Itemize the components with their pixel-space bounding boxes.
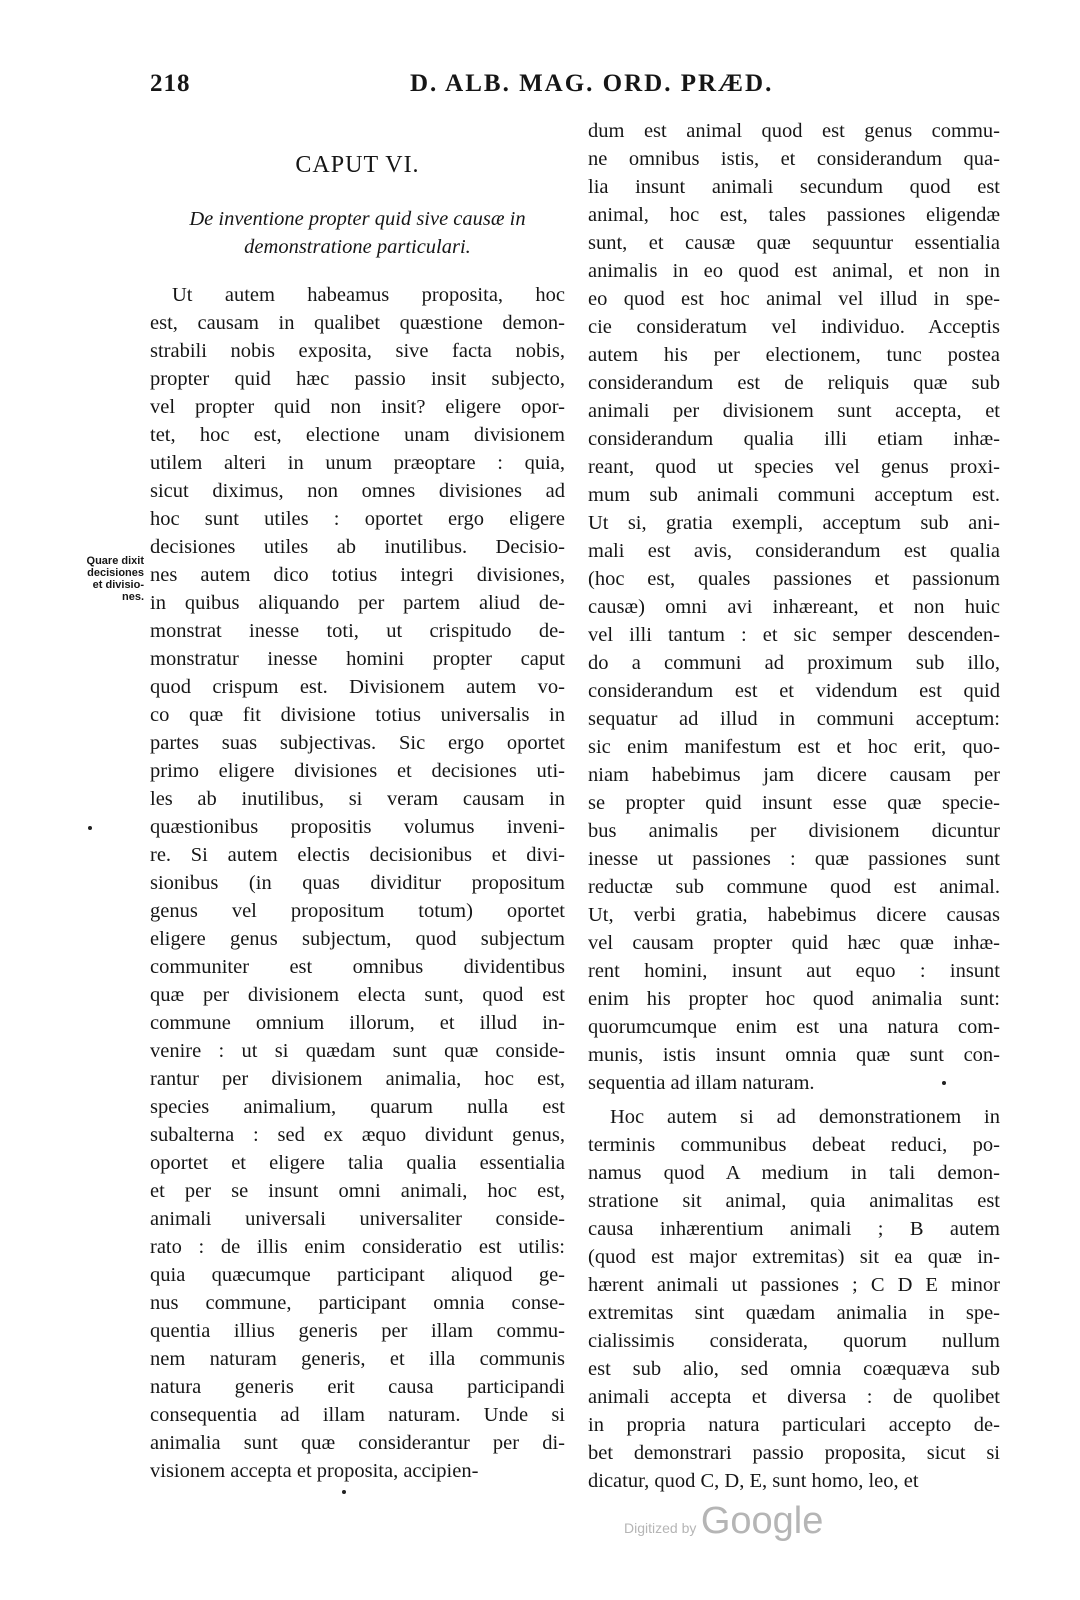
right-paragraph-1 — [588, 117, 1000, 1097]
text-line: quorumcumque enim est una natura com- — [588, 1016, 1000, 1038]
text-line: monstratur inesse homini propter caput — [150, 648, 565, 670]
subtitle-line: demonstratione particulari. — [244, 236, 471, 258]
text-line: co quæ fit divisione totius universalis in — [150, 704, 565, 726]
text-line: munis, istis insunt omnia quæ sunt con- — [588, 1044, 1000, 1066]
text-line: rato : de illis enim consideratio est utilis: — [150, 1236, 565, 1258]
text-line: hærent animali ut passiones ; C D E minor — [588, 1274, 1000, 1296]
text-line: eo quod est hoc animal vel illud in spe- — [588, 288, 1000, 310]
text-line: bet demonstrari passio proposita, sicut si — [588, 1442, 1000, 1464]
text-line: reant, quod ut species vel genus proxi- — [588, 456, 1000, 478]
text-line: propter quid hæc passio insit subjecto, — [150, 368, 565, 390]
text-line: animalis in eo quod est animal, et non in — [588, 260, 1000, 282]
margin-note-line: nes. — [121, 591, 144, 603]
text-line: hoc sunt utiles : oportet ergo eligere — [150, 508, 565, 530]
text-line: reductæ sub commune quod est animal. — [588, 876, 1000, 898]
text-line: considerandum qualia illi etiam inhæ- — [588, 428, 1000, 450]
text-line: quæstionibus propositis volumus inveni- — [150, 816, 565, 838]
text-line: niam habebimus jam dicere causam per — [588, 764, 1000, 786]
text-line: est, causam in qualibet quæstione demon- — [150, 312, 565, 334]
text-line: re. Si autem electis decisionibus et divi- — [150, 844, 565, 866]
text-line: animalia sunt quæ considerantur per di- — [150, 1432, 565, 1454]
text-line: enim his propter hoc quod animalia sunt: — [588, 988, 1000, 1010]
text-line: Ut si, gratia exempli, acceptum sub ani- — [588, 512, 1000, 534]
right-column — [588, 117, 1000, 1495]
text-line: strabili nobis exposita, sive facta nobis, — [150, 340, 565, 362]
text-line: commune omnium illorum, et illud in- — [150, 1012, 565, 1034]
text-line: extremitas sint quædam animalia in spe- — [588, 1302, 1000, 1324]
text-line: est sub alio, sed omnia coæquæva sub — [588, 1358, 1000, 1380]
text-line: rantur per divisionem animalia, hoc est, — [150, 1068, 565, 1090]
digitized-footer — [624, 1500, 823, 1543]
text-line: vel illi tantum : et sic semper descenden- — [588, 624, 1000, 646]
left-paragraph — [150, 281, 565, 1485]
text-line: subalterna : sed ex æquo dividunt genus, — [150, 1124, 565, 1146]
text-line: visionem accepta et proposita, accipien- — [150, 1460, 479, 1482]
text-line: cie consideratum vel individuo. Acceptis — [588, 316, 1000, 338]
text-line: lia insunt animali secundum quod est — [588, 176, 1000, 198]
text-line: rent homini, insunt aut equo : insunt — [588, 960, 1000, 982]
text-line: quentia illius generis per illam commu- — [150, 1320, 565, 1342]
digitized-by-text: Digitized by — [624, 1520, 697, 1536]
text-line: autem his per electionem, tunc postea — [588, 344, 1000, 366]
text-line: dicatur, quod C, D, E, sunt homo, leo, et — [588, 1470, 919, 1492]
text-line: in quibus aliquando per partem aliud de- — [150, 592, 565, 614]
text-line: quod crispum est. Divisionem autem vo- — [150, 676, 565, 698]
text-line: animali per divisionem sunt accepta, et — [588, 400, 1000, 422]
text-line: oportet et eligere talia qualia essentialia — [150, 1152, 565, 1174]
text-line: sequatur ad illud in communi acceptum: — [588, 708, 1000, 730]
text-line: venire : ut si quædam sunt quæ conside- — [150, 1040, 565, 1062]
text-line: animali universali universaliter conside- — [150, 1208, 565, 1230]
text-line: animal, hoc est, tales passiones eligendæ — [588, 204, 1000, 226]
text-line: in propria natura particulari accepto de- — [588, 1414, 1000, 1436]
left-column — [150, 145, 565, 1485]
text-line: consequentia ad illam naturam. Unde si — [150, 1404, 565, 1426]
text-line: ne omnibus istis, et considerandum qua- — [588, 148, 1000, 170]
text-line: dum est animal quod est genus commu- — [588, 120, 1000, 142]
text-line: les ab inutilibus, si veram causam in — [150, 788, 565, 810]
subtitle-line: De inventione propter quid sive causæ in — [189, 208, 526, 230]
text-line: animali accepta et diversa : de quolibet — [588, 1386, 1000, 1408]
page-number: 218 — [150, 70, 191, 97]
text-line: genus vel propositum totum) oportet — [150, 900, 565, 922]
text-line: quæ per divisionem electa sunt, quod est — [150, 984, 565, 1006]
text-line: vel causam propter quid hæc quæ inhæ- — [588, 932, 1000, 954]
text-line: decisiones utiles ab inutilibus. Decisio- — [150, 536, 565, 558]
text-line: do a communi ad proximum sub illo, — [588, 652, 1000, 674]
text-line: sionibus (in quas dividitur propositum — [150, 872, 565, 894]
text-line: se propter quid insunt esse quæ specie- — [588, 792, 1000, 814]
text-line: communiter est omnibus dividentibus — [150, 956, 565, 978]
text-line: monstrat inesse toti, ut crispitudo de- — [150, 620, 565, 642]
right-paragraph-2 — [588, 1103, 1000, 1495]
text-line: nem naturam generis, et illa communis — [150, 1348, 565, 1370]
text-line: nus commune, participant omnia conse- — [150, 1292, 565, 1314]
text-line: Hoc autem si ad demonstrationem in — [610, 1106, 1000, 1128]
text-line: quia quæcumque participant aliquod ge- — [150, 1264, 565, 1286]
text-line: causæ) omni avi inhæreant, et non huic — [588, 596, 1000, 618]
chapter-title: CAPUT VI. — [295, 152, 420, 178]
chapter-subtitle — [150, 205, 565, 261]
text-line: (quod est major extremitas) sit ea quæ in- — [588, 1246, 1000, 1268]
text-line: primo eligere divisiones et decisiones uti- — [150, 760, 565, 782]
text-line: sic enim manifestum est et hoc erit, quo- — [588, 736, 1000, 758]
margin-note-line: et divisio- — [92, 579, 144, 591]
text-line: terminis communibus debeat reduci, po- — [588, 1134, 1000, 1156]
text-line: tet, hoc est, electione unam divisionem — [150, 424, 565, 446]
text-line: nes autem dico totius integri divisiones, — [150, 564, 565, 586]
text-line: et per se insunt omni animali, hoc est, — [150, 1180, 565, 1202]
text-line: stratione sit animal, quia animalitas est — [588, 1190, 1000, 1212]
text-line: causa inhærentium animali ; B autem — [588, 1218, 1000, 1240]
text-line: partes suas subjectivas. Sic ergo oportet — [150, 732, 565, 754]
margin-note — [58, 555, 144, 603]
text-line: inesse ut passiones : quæ passiones sunt — [588, 848, 1000, 870]
text-line: eligere genus subjectum, quod subjectum — [150, 928, 565, 950]
text-line: species animalium, quarum nulla est — [150, 1096, 565, 1118]
margin-note-line: Quare dixit — [86, 555, 144, 567]
text-line: mum sub animali communi acceptum est. — [588, 484, 1000, 506]
text-line: bus animalis per divisionem dicuntur — [588, 820, 1000, 842]
google-logo: Google — [700, 1500, 824, 1542]
margin-note-line: decisiones — [87, 567, 144, 579]
text-line: natura generis erit causa participandi — [150, 1376, 565, 1398]
running-header — [150, 70, 990, 110]
text-line: sunt, et causæ quæ sequuntur essentialia — [588, 232, 1000, 254]
ink-dot — [942, 1081, 946, 1085]
running-head: D. ALB. MAG. ORD. PRÆD. — [410, 70, 774, 97]
ink-dot — [342, 1490, 346, 1494]
text-line: cialissimis considerata, quorum nullum — [588, 1330, 1000, 1352]
text-line: considerandum est et videndum est quid — [588, 680, 1000, 702]
ink-dot — [88, 826, 92, 830]
text-line: mali est avis, considerandum est qualia — [588, 540, 1000, 562]
text-line: sicut diximus, non omnes divisiones ad — [150, 480, 565, 502]
text-line: considerandum est de reliquis quæ sub — [588, 372, 1000, 394]
text-line: vel propter quid non insit? eligere opor- — [150, 396, 565, 418]
text-line: namus quod A medium in tali demon- — [588, 1162, 1000, 1184]
text-line: Ut, verbi gratia, habebimus dicere causas — [588, 904, 1000, 926]
text-line: Ut autem habeamus proposita, hoc — [172, 284, 565, 306]
text-line: (hoc est, quales passiones et passionum — [588, 568, 1000, 590]
text-line: sequentia ad illam naturam. — [588, 1072, 815, 1094]
text-line: utilem alteri in unum præoptare : quia, — [150, 452, 565, 474]
